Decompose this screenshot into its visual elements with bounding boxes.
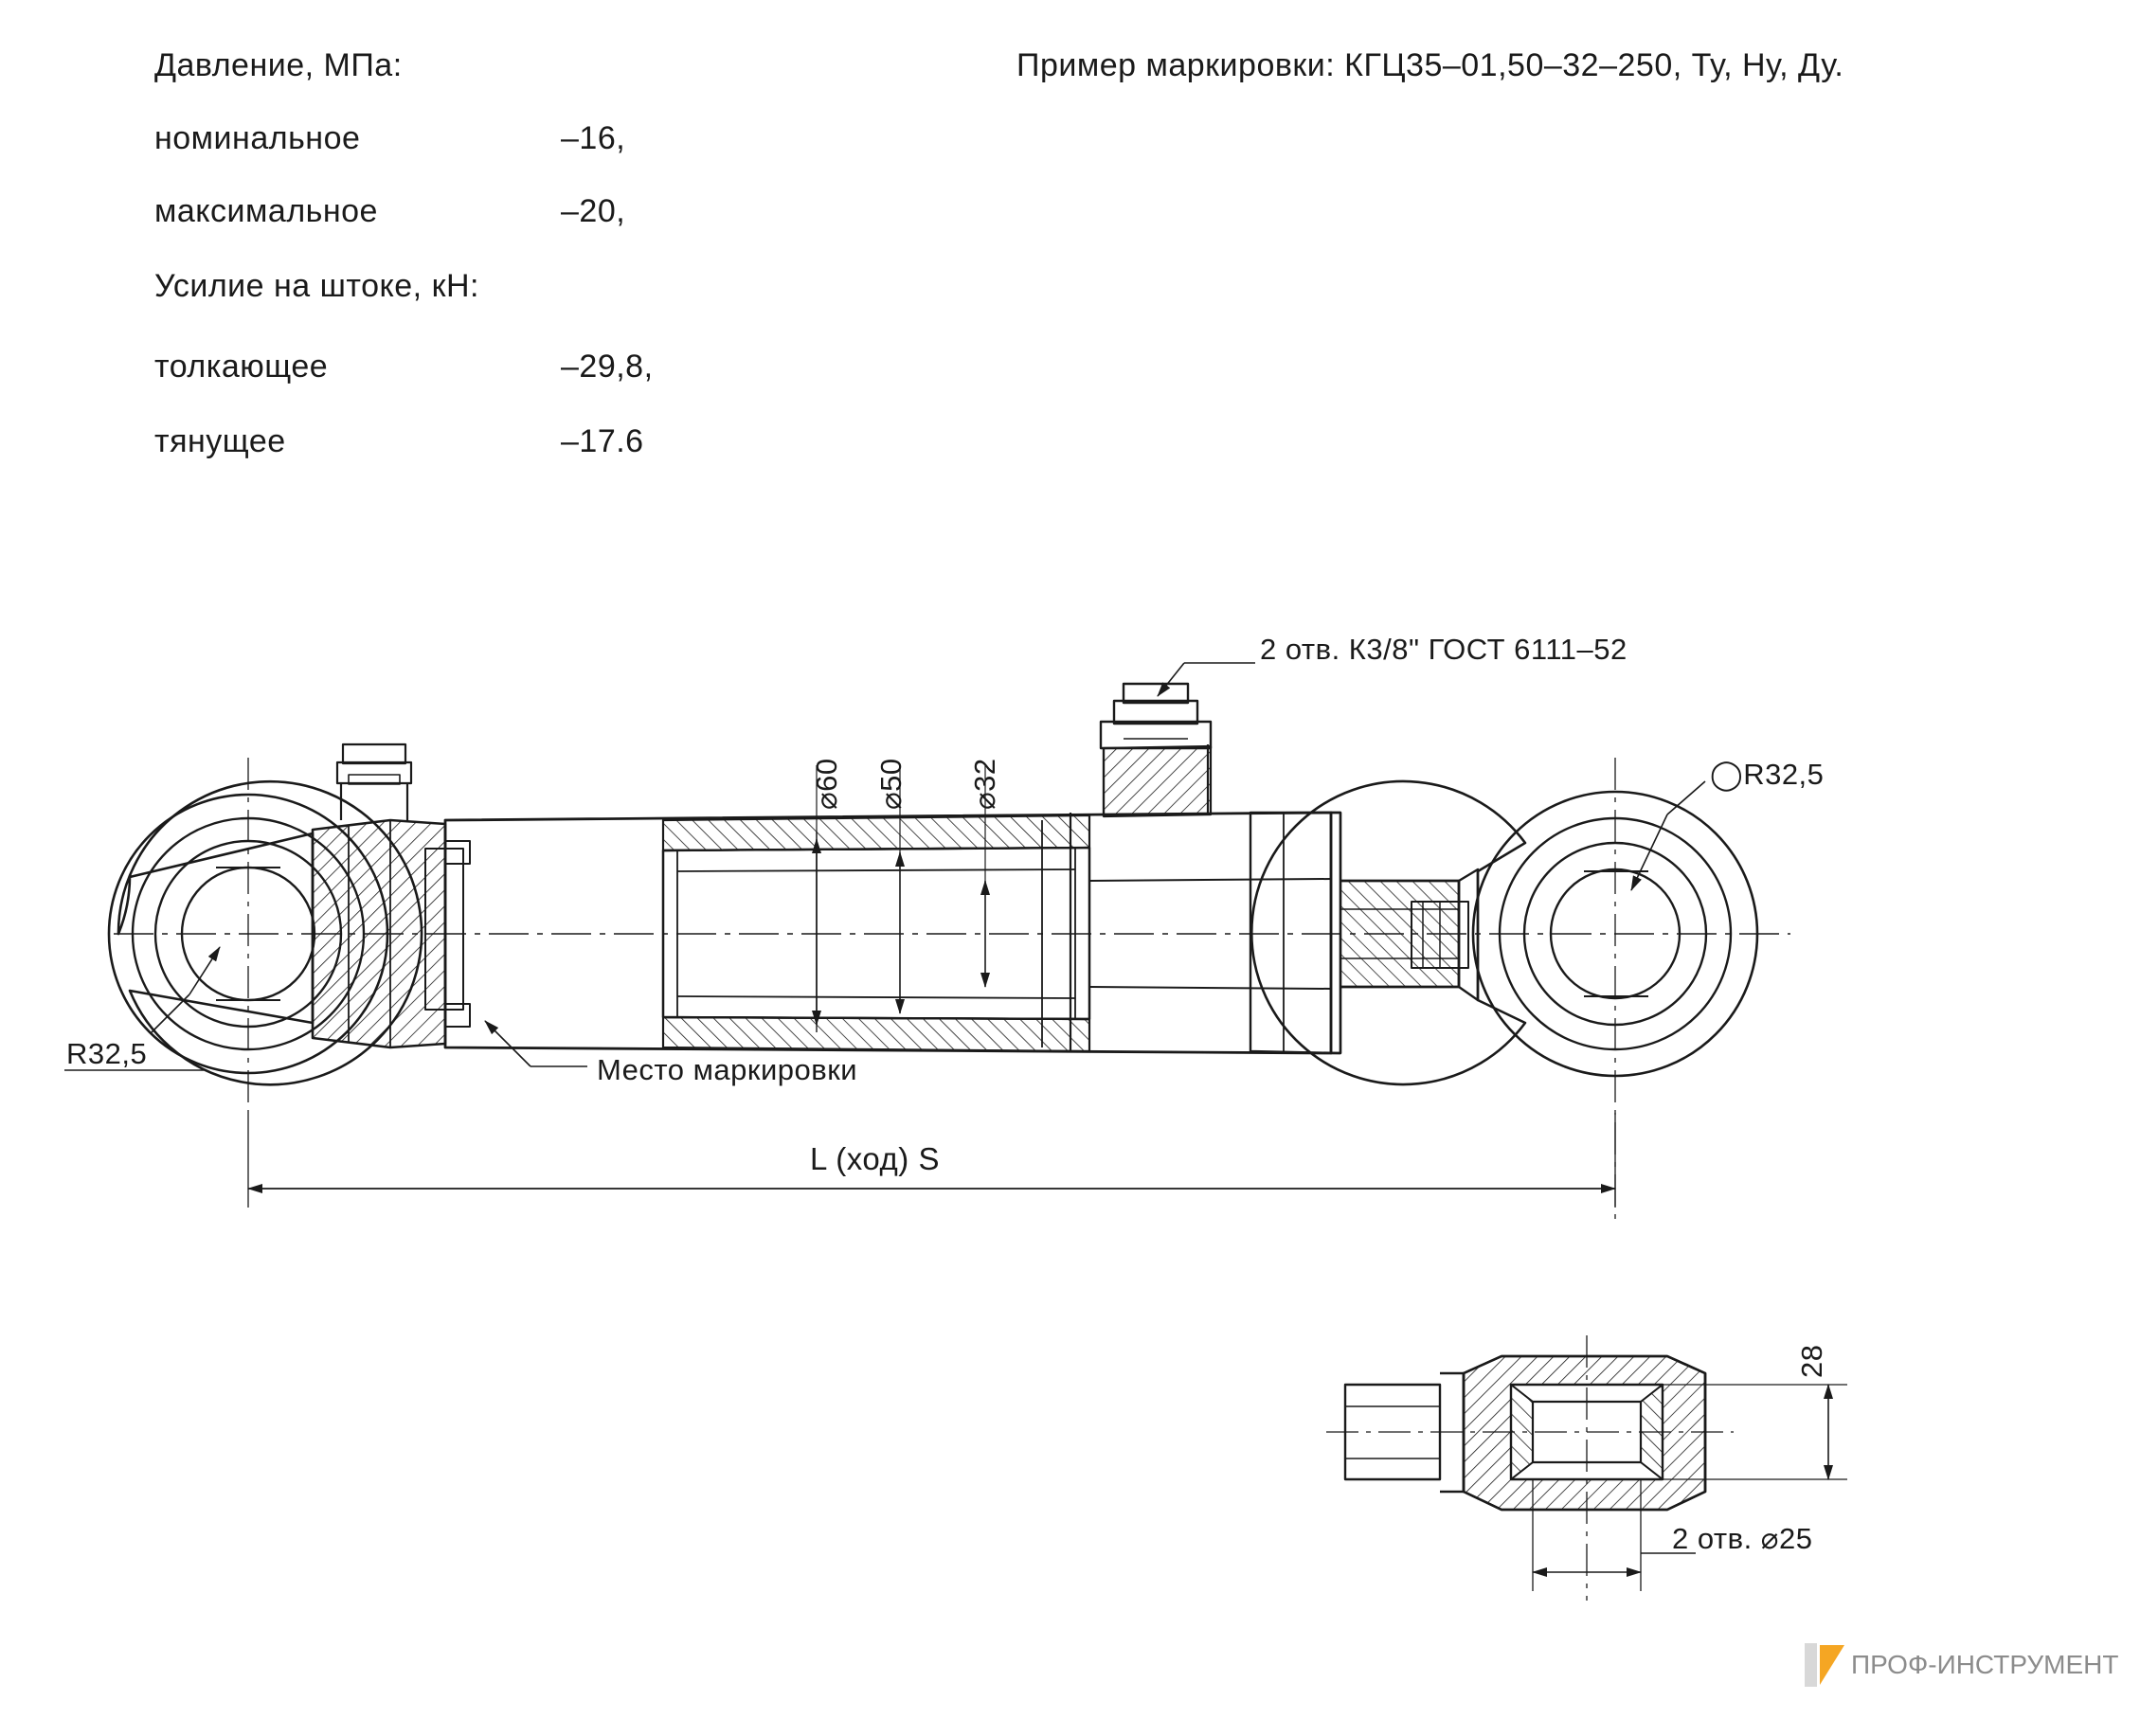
spec-label-push: толкающее [154, 349, 329, 385]
radius-right-label: ◯R32,5 [1710, 758, 1825, 791]
spec-label-nominal: номинальное [154, 120, 361, 156]
radius-left-label: R32,5 [66, 1037, 148, 1070]
diameter-50-label: ⌀50 [874, 758, 908, 810]
watermark [1805, 1643, 2119, 1687]
spec-value-pull: –17.6 [561, 423, 644, 459]
diameter-60-label: ⌀60 [810, 758, 843, 810]
spec-value-push: –29,8, [561, 349, 654, 385]
spec-label-pull: тянущее [154, 423, 286, 459]
watermark-text: ПРОФ-ИНСТРУМЕНТ [1851, 1650, 2119, 1679]
length-dimension-label: L (ход) S [810, 1141, 940, 1176]
detail-height-label: 28 [1795, 1344, 1828, 1378]
marking-example: Пример маркировки: КГЦ35–01,50–32–250, Ту, Ну, Ду. [1016, 47, 1844, 83]
marking-place-label: Место маркировки [597, 1053, 858, 1086]
spec-value-nominal: –16, [561, 120, 626, 156]
spec-value-maximum: –20, [561, 193, 626, 229]
spec-label-maximum: максимальное [154, 193, 378, 229]
force-heading: Усилие на штоке, кН: [154, 268, 479, 304]
watermark-triangle-icon [1820, 1645, 1844, 1685]
pressure-heading: Давление, МПа: [154, 47, 403, 83]
detail-holes-label: 2 отв. ⌀25 [1672, 1522, 1813, 1555]
ports-note: 2 отв. К3/8" ГОСТ 6111–52 [1260, 633, 1627, 666]
diameter-32-label: ⌀32 [968, 758, 1001, 810]
watermark-bar-icon [1805, 1643, 1817, 1687]
